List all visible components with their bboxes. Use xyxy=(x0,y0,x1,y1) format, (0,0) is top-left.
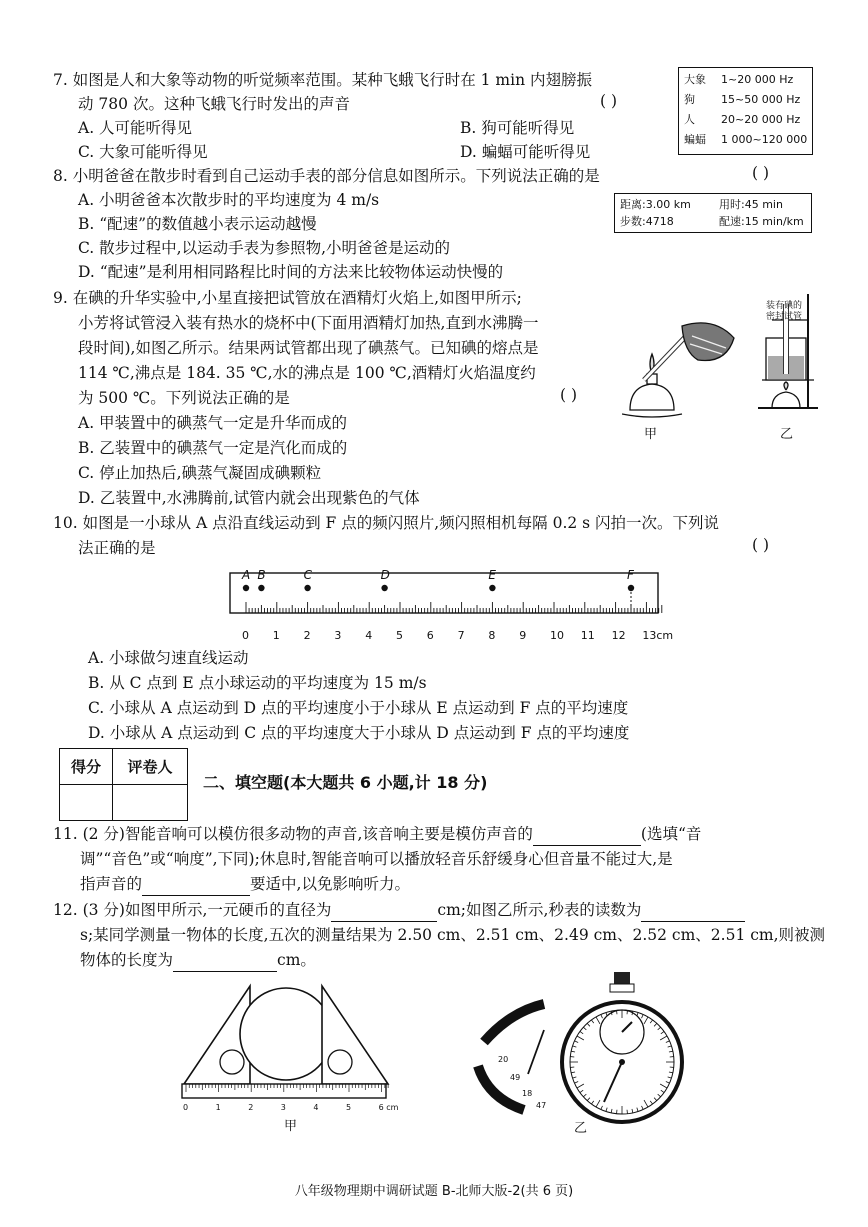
score-header: 得分 xyxy=(60,749,113,785)
q11-text: 11. (2 分)智能音响可以模仿很多动物的声音,该音响主要是模仿声音的 xyxy=(53,825,533,843)
q9-option-d: D. 乙装置中,水沸腾前,试管内就会出现紫色的气体 xyxy=(78,489,420,507)
q7-table-range: 1~20 000 Hz xyxy=(721,73,794,86)
q10-option-a: A. 小球做匀速直线运动 xyxy=(88,649,249,667)
q10-ruler-tick-label: 2 xyxy=(303,629,311,642)
q10-ruler-tick-label: 6 xyxy=(426,629,434,642)
q12-line2: s;某同学测量一物体的长度,五次的测量结果为 2.50 cm、2.51 cm、2.49 cm、2.52 cm、2.51 cm,则被测 xyxy=(80,926,826,944)
q7-table-range: 15~50 000 Hz xyxy=(721,93,801,106)
q9-apparatus-jia xyxy=(622,323,734,417)
q7-stem-line2: 动 780 次。这种飞蛾飞行时发出的声音 xyxy=(78,95,350,113)
q12-stopwatch xyxy=(562,972,682,1122)
q7-table-animal: 大象 xyxy=(684,73,706,86)
q12-ruler-tick-label: 2 xyxy=(248,1103,254,1112)
q10-stem-line1: 10. 如图是一小球从 A 点沿直线运动到 F 点的频闪照片,频闪照相机每隔 0.2 s 闪拍一次。下列说 xyxy=(53,514,720,532)
q9-stem-line2: 小芳将试管浸入装有热水的烧杯中(下面用酒精灯加热,直到水沸腾一 xyxy=(78,314,539,332)
q8-watch-display xyxy=(614,193,812,233)
q10-stroboscopic-ruler-figure xyxy=(226,563,680,645)
q7-answer-paren: ( ) xyxy=(600,92,618,110)
q12-line3 xyxy=(80,948,316,972)
q8-option-c: C. 散步过程中,以运动手表为参照物,小明爸爸是运动的 xyxy=(78,239,451,257)
q10-answer-paren: ( ) xyxy=(752,536,770,554)
q7-option-c: C. 大象可能听得见 xyxy=(78,143,208,161)
q12-ruler-tick-label: 5 xyxy=(346,1103,352,1112)
grader-cell[interactable] xyxy=(113,785,188,821)
q12-text: cm;如图乙所示,秒表的读数为 xyxy=(437,901,642,919)
q7-option-d: D. 蝙蝠可能听得见 xyxy=(460,143,591,161)
q8-answer-paren: ( ) xyxy=(752,164,770,182)
q12-dial-label: 20 xyxy=(498,1055,509,1064)
q12-figure-label-jia: 甲 xyxy=(284,1119,298,1134)
q11-line1 xyxy=(53,822,701,846)
q12-set-square-hole xyxy=(220,1050,244,1074)
q10-ruler-tick-label: 13cm xyxy=(642,629,674,642)
q8-option-d: D. “配速”是利用相同路程比时间的方法来比较物体运动快慢的 xyxy=(78,263,504,281)
q12-coin xyxy=(240,988,332,1080)
section2-title: 二、填空题(本大题共 6 小题,计 18 分) xyxy=(203,773,488,792)
q10-ball-position xyxy=(258,585,264,591)
q7-table-range: 20~20 000 Hz xyxy=(721,113,801,126)
q12-dial-label: 47 xyxy=(536,1101,547,1110)
q9-option-a: A. 甲装置中的碘蒸气一定是升华而成的 xyxy=(78,414,348,432)
q10-ruler-tick-label: 1 xyxy=(272,629,280,642)
q10-ball-position xyxy=(381,585,387,591)
q10-ruler-tick-label: 0 xyxy=(242,629,249,642)
q8-option-b: B. “配速”的数值越小表示运动越慢 xyxy=(78,215,317,233)
q10-ruler-tick-label: 5 xyxy=(396,629,403,642)
q12-stopwatch-zoom-dial xyxy=(478,1004,547,1110)
q10-ball-position xyxy=(304,585,310,591)
q10-ball-position xyxy=(628,585,634,591)
q12-stopwatch-figure xyxy=(470,970,710,1140)
q12-ruler-tick-label: 1 xyxy=(215,1103,221,1112)
q7-table-range: 1 000~120 000 xyxy=(721,133,808,146)
q11-line3 xyxy=(80,872,410,896)
q7-table-animal: 蝙蝠 xyxy=(684,133,706,146)
q8-option-a: A. 小明爸爸本次散步时的平均速度为 4 m/s xyxy=(78,191,380,209)
q10-option-d: D. 小球从 A 点运动到 C 点的平均速度大于小球从 D 点运动到 F 点的平均速度 xyxy=(88,724,630,742)
q10-ruler-tick-label: 12 xyxy=(611,629,626,642)
q10-point-label: A xyxy=(242,568,251,582)
q9-figure-note-line1: 装有碘的 xyxy=(766,301,803,311)
q12-figure-label-yi: 乙 xyxy=(574,1121,588,1136)
q10-point-label: E xyxy=(488,568,496,582)
q12-ruler-tick-label: 6 cm xyxy=(378,1103,399,1112)
q10-point-label: C xyxy=(303,568,312,582)
q8-watch-steps: 步数:4718 xyxy=(620,215,674,228)
q12-blank-2[interactable] xyxy=(641,903,745,922)
q12-ruler-tick-label: 4 xyxy=(313,1103,319,1112)
page-footer: 八年级物理期中调研试题 B-北师大版-2(共 6 页) xyxy=(294,1184,574,1199)
score-cell[interactable] xyxy=(60,785,113,821)
q7-table-animal: 人 xyxy=(684,113,695,126)
q12-blank-1[interactable] xyxy=(331,903,437,922)
q11-text: 要适中,以免影响听力。 xyxy=(250,875,410,893)
q11-line2: 调”“音色”或“响度”,下同);休息时,智能音响可以播放轻音乐舒缓身心但音量不能过大,是 xyxy=(80,850,673,868)
q8-stem-line1: 8. 小明爸爸在散步时看到自己运动手表的部分信息如图所示。下列说法正确的是 xyxy=(53,167,600,185)
q10-ruler-tick-label: 7 xyxy=(457,629,465,642)
q10-option-c: C. 小球从 A 点运动到 D 点的平均速度小于小球从 E 点运动到 F 点的平均速度 xyxy=(88,699,629,717)
q9-option-b: B. 乙装置中的碘蒸气一定是汽化而成的 xyxy=(78,439,348,457)
q12-blank-3[interactable] xyxy=(173,953,277,972)
q8-watch-distance: 距离:3.00 km xyxy=(620,198,691,211)
q10-ball-position xyxy=(243,585,249,591)
q9-iodine-apparatus-figure xyxy=(622,290,822,450)
q7-option-b: B. 狗可能听得见 xyxy=(460,119,575,137)
q10-ruler-tick-label: 11 xyxy=(580,629,595,642)
q12-text: cm。 xyxy=(277,951,316,969)
q11-blank-1[interactable] xyxy=(533,827,641,846)
q11-blank-2[interactable] xyxy=(142,877,250,896)
q9-stem-line1: 9. 在碘的升华实验中,小星直接把试管放在酒精灯火焰上,如图甲所示; xyxy=(53,289,522,307)
q10-option-b: B. 从 C 点到 E 点小球运动的平均速度为 15 m/s xyxy=(88,674,427,692)
grader-header: 评卷人 xyxy=(113,749,188,785)
q10-point-label: F xyxy=(627,568,634,582)
q7-table-animal: 狗 xyxy=(684,93,695,106)
q9-option-c: C. 停止加热后,碘蒸气凝固成碘颗粒 xyxy=(78,464,322,482)
q7-option-a: A. 人可能听得见 xyxy=(78,119,193,137)
q7-stem-line1: 7. 如图是人和大象等动物的听觉频率范围。某种飞蛾飞行时在 1 min 内翅膀振 xyxy=(53,71,592,89)
q12-set-square-hole xyxy=(328,1050,352,1074)
q10-ruler-tick-label: 4 xyxy=(365,629,373,642)
q10-ruler-tick-label: 9 xyxy=(519,629,527,642)
q8-watch-time: 用时:45 min xyxy=(719,198,783,211)
q9-figure-label-yi: 乙 xyxy=(780,427,794,442)
q11-text: (选填“音 xyxy=(640,825,702,843)
q9-stem-line5: 为 500 ℃。下列说法正确的是 xyxy=(78,389,290,407)
q12-text: 物体的长度为 xyxy=(80,951,174,969)
q8-watch-pace: 配速:15 min/km xyxy=(719,215,804,228)
q9-stem-line3: 段时间),如图乙所示。结果两试管都出现了碘蒸气。已知碘的熔点是 xyxy=(78,339,539,357)
q12-ruler-tick-label: 3 xyxy=(280,1103,286,1112)
q12-ruler-tick-label: 0 xyxy=(183,1103,189,1112)
q10-point-label: B xyxy=(257,568,266,582)
q9-answer-paren: ( ) xyxy=(560,386,578,404)
q9-figure-label-jia: 甲 xyxy=(644,427,658,442)
q12-coin-ruler-figure xyxy=(176,978,406,1138)
q10-ruler-tick-label: 10 xyxy=(550,629,564,642)
q9-stem-line4: 114 ℃,沸点是 184. 35 ℃,水的沸点是 100 ℃,酒精灯火焰温度约 xyxy=(78,364,536,382)
q10-stem-line2: 法正确的是 xyxy=(78,539,156,557)
q10-point-label: D xyxy=(380,568,390,582)
q12-dial-label: 18 xyxy=(522,1089,533,1098)
q9-figure-note-line2: 密封试管 xyxy=(766,312,803,322)
q10-ruler-tick-label: 8 xyxy=(488,629,496,642)
q12-dial-label: 49 xyxy=(510,1073,521,1082)
q10-ball-position xyxy=(489,585,495,591)
q12-text: 12. (3 分)如图甲所示,一元硬币的直径为 xyxy=(53,901,332,919)
q10-ruler-tick-label: 3 xyxy=(334,629,342,642)
q10-ruler-body xyxy=(230,573,658,613)
q11-text: 指声音的 xyxy=(80,875,143,893)
q7-hearing-range-table xyxy=(678,67,813,155)
q12-line1 xyxy=(53,898,745,922)
score-table xyxy=(59,748,188,821)
